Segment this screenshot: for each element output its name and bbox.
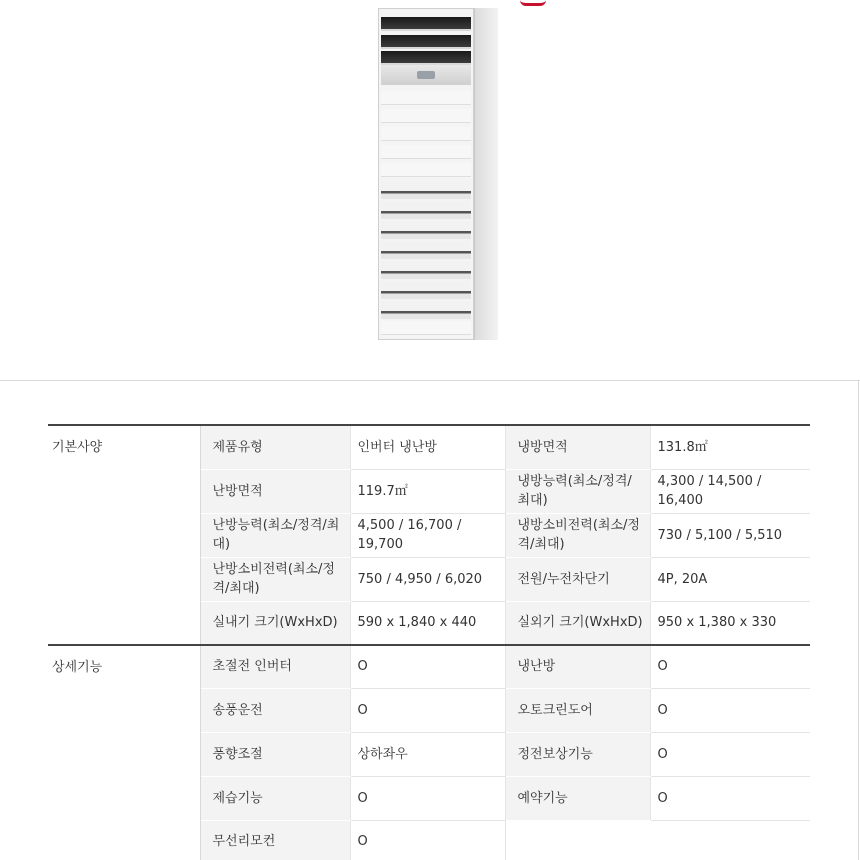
spec-value: 119.7㎡: [350, 469, 505, 513]
spec-value: 730 / 5,100 / 5,510: [650, 513, 810, 557]
spec-label: 제품유형: [200, 425, 350, 469]
feature-value: O: [650, 732, 810, 776]
spec-label: 실내기 크기(WxHxD): [200, 601, 350, 645]
spec-value: 4,500 / 16,700 / 19,700: [350, 513, 505, 557]
spec-label: 난방면적: [200, 469, 350, 513]
feature-label: 무선리모컨: [200, 820, 350, 860]
feature-value: O: [350, 820, 505, 860]
spec-value: 131.8㎡: [650, 425, 810, 469]
table-row: [48, 645, 810, 688]
feature-value: O: [350, 688, 505, 732]
feature-label: 초절전 인버터: [200, 645, 350, 688]
spec-label: 냉방능력(최소/정격/최대): [505, 469, 650, 513]
brand-logo-fragment: [520, 0, 546, 6]
feature-value: 상하좌우: [350, 732, 505, 776]
feature-value: O: [350, 776, 505, 820]
table-row: [48, 425, 810, 469]
empty-cell: [505, 820, 650, 860]
spec-label: 냉방면적: [505, 425, 650, 469]
feature-label: 냉난방: [505, 645, 650, 688]
section-title-basic-spec: 기본사양: [48, 425, 200, 645]
spec-table: [48, 424, 810, 860]
product-image-area: [0, 0, 860, 380]
spec-value: 950 x 1,380 x 330: [650, 601, 810, 645]
spec-label: 난방소비전력(최소/정격/최대): [200, 557, 350, 601]
spec-value: 4P, 20A: [650, 557, 810, 601]
section-title-detail-features: 상세기능: [48, 645, 200, 860]
feature-label: 오토크린도어: [505, 688, 650, 732]
feature-value: O: [650, 688, 810, 732]
spec-label: 전원/누전차단기: [505, 557, 650, 601]
feature-label: 예약기능: [505, 776, 650, 820]
spec-label: 난방능력(최소/정격/최대): [200, 513, 350, 557]
spec-value: 590 x 1,840 x 440: [350, 601, 505, 645]
spec-value: 750 / 4,950 / 6,020: [350, 557, 505, 601]
feature-label: 송풍운전: [200, 688, 350, 732]
spec-label: 냉방소비전력(최소/정격/최대): [505, 513, 650, 557]
product-image-floor-standing-air-conditioner: [378, 8, 498, 340]
divider: [0, 380, 860, 381]
feature-label: 정전보상기능: [505, 732, 650, 776]
empty-cell: [650, 820, 810, 860]
spec-label: 실외기 크기(WxHxD): [505, 601, 650, 645]
divider: [858, 380, 859, 860]
feature-value: O: [650, 776, 810, 820]
feature-value: O: [650, 645, 810, 688]
spec-value: 인버터 냉난방: [350, 425, 505, 469]
spec-value: 4,300 / 14,500 / 16,400: [650, 469, 810, 513]
feature-label: 풍향조절: [200, 732, 350, 776]
feature-value: O: [350, 645, 505, 688]
feature-label: 제습기능: [200, 776, 350, 820]
